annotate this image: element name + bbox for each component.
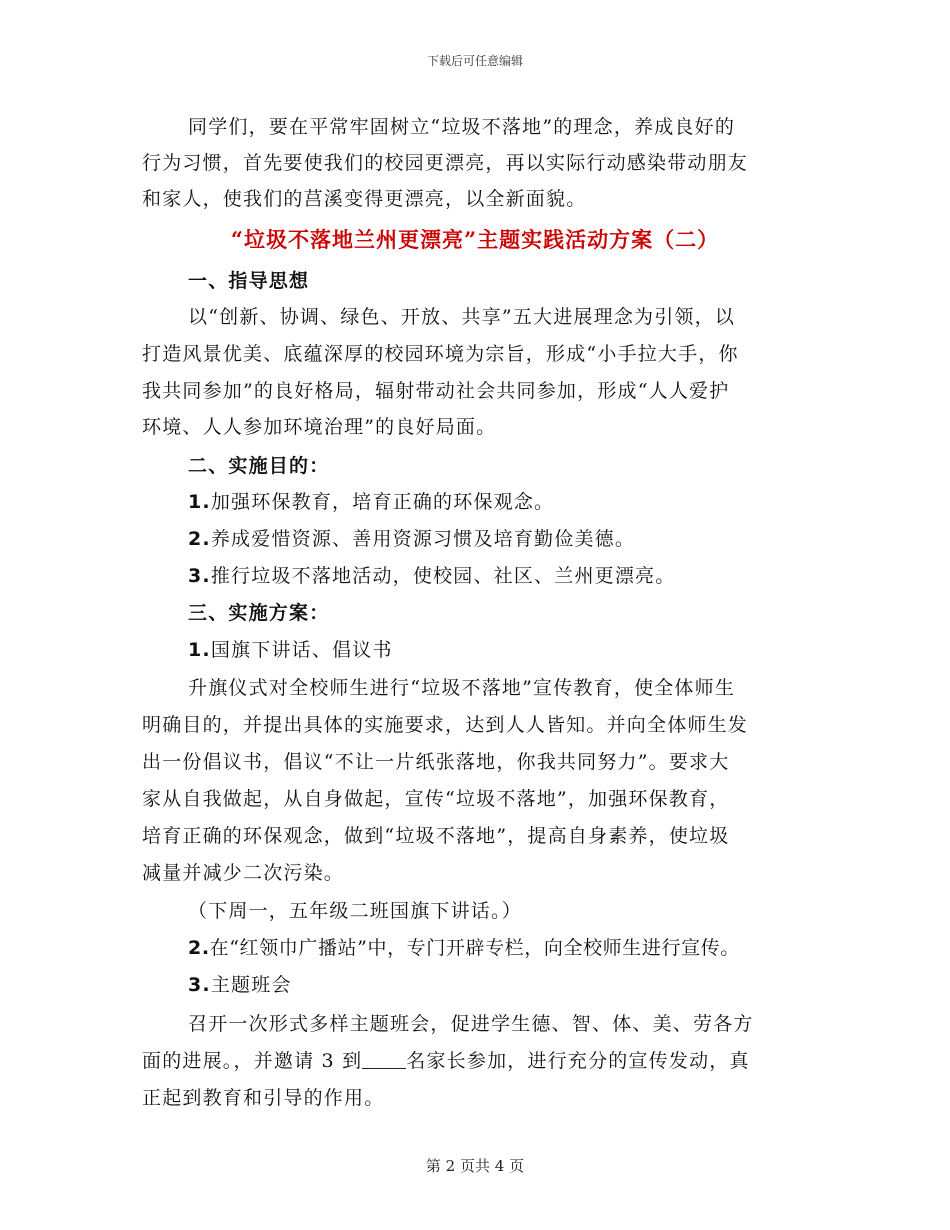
- paragraph-line: 家从自我做起，从自身做起，宣传“垃圾不落地”，加强环保教育，: [142, 788, 730, 810]
- item-text: 推行垃圾不落地活动，使校园、社区、兰州更漂亮。: [210, 565, 676, 587]
- paragraph-line: 和家人，使我们的莒溪变得更漂亮，以全新面貌。: [142, 188, 587, 210]
- paragraph-line: 召开一次形式多样主题班会，促进学生德、智、体、美、劳各方: [188, 1013, 754, 1035]
- section-heading: 一、指导思想: [188, 270, 310, 292]
- note-line: （下周一，五年级二班国旗下讲话。）: [188, 900, 522, 922]
- paragraph-line: 以“创新、协调、绿色、开放、共享”五大进展理念为引领，以: [188, 306, 736, 328]
- paragraph-line: 我共同参加”的良好格局，辐射带动社会共同参加，形成“人人爱护: [142, 380, 730, 402]
- paragraph-line: 明确目的，并提出具体的实施要求，达到人人皆知。并向全体师生发: [142, 714, 749, 736]
- page-footer: 第 2 页共 4 页: [425, 1157, 525, 1175]
- list-item: [188, 637, 393, 663]
- item-text: 在“红领巾广播站”中，专门开辟专栏，向全校师生进行宣传。: [209, 937, 740, 959]
- paragraph-line: 正起到教育和引导的作用。: [142, 1087, 385, 1109]
- item-number: 2.: [188, 528, 211, 550]
- section-heading: 三、实施方案：: [188, 602, 330, 624]
- paragraph-line: 培育正确的环保观念，做到“垃圾不落地”，提高自身素养，使垃圾: [142, 825, 730, 847]
- paragraph-line: 减量并减少二次污染。: [142, 862, 345, 884]
- paragraph-line: 出一份倡议书，倡议“不让一片纸张落地，你我共同努力”。要求大: [142, 751, 730, 773]
- paragraph-line: [142, 1048, 750, 1074]
- fill-blank: [362, 1050, 406, 1069]
- section-heading: 二、实施目的：: [188, 455, 330, 477]
- list-item: [188, 972, 292, 998]
- paragraph-line: 升旗仪式对全校师生进行“垃圾不落地”宣传教育，使全体师生: [188, 677, 736, 699]
- list-item: [188, 563, 675, 589]
- paragraph-line: 环境、人人参加环境治理”的良好局面。: [142, 416, 497, 438]
- item-number: 3.: [188, 565, 211, 587]
- paragraph-line: 打造风景优美、底蕴深厚的校园环境为宗旨，形成“小手拉大手，你: [142, 343, 739, 365]
- document-title: “垃圾不落地兰州更漂亮”主题实践活动方案（二）: [230, 227, 720, 252]
- list-item: [188, 489, 554, 515]
- item-text: 养成爱惜资源、善用资源习惯及培育勤俭美德。: [210, 528, 636, 550]
- item-number: 1.: [188, 639, 211, 661]
- item-number: 1.: [188, 491, 211, 513]
- item-number: 2.: [188, 937, 210, 959]
- list-item: [188, 935, 740, 961]
- paragraph-line: 同学们，要在平常牢固树立“垃圾不落地”的理念，养成良好的: [188, 116, 736, 138]
- item-number: 3.: [188, 974, 211, 996]
- item-text: 加强环保教育，培育正确的环保观念。: [210, 491, 555, 513]
- item-text: 主题班会: [210, 974, 292, 996]
- text-segment: 名家长参加，进行充分的宣传发动，真: [406, 1050, 750, 1072]
- item-text: 国旗下讲话、倡议书: [210, 639, 393, 661]
- page-header: 下载后可任意编辑: [426, 54, 523, 68]
- paragraph-line: 行为习惯，首先要使我们的校园更漂亮，再以实际行动感染带动朋友: [142, 152, 749, 174]
- text-segment: 面的进展。，并邀请 3 到: [142, 1050, 363, 1072]
- list-item: [188, 526, 635, 552]
